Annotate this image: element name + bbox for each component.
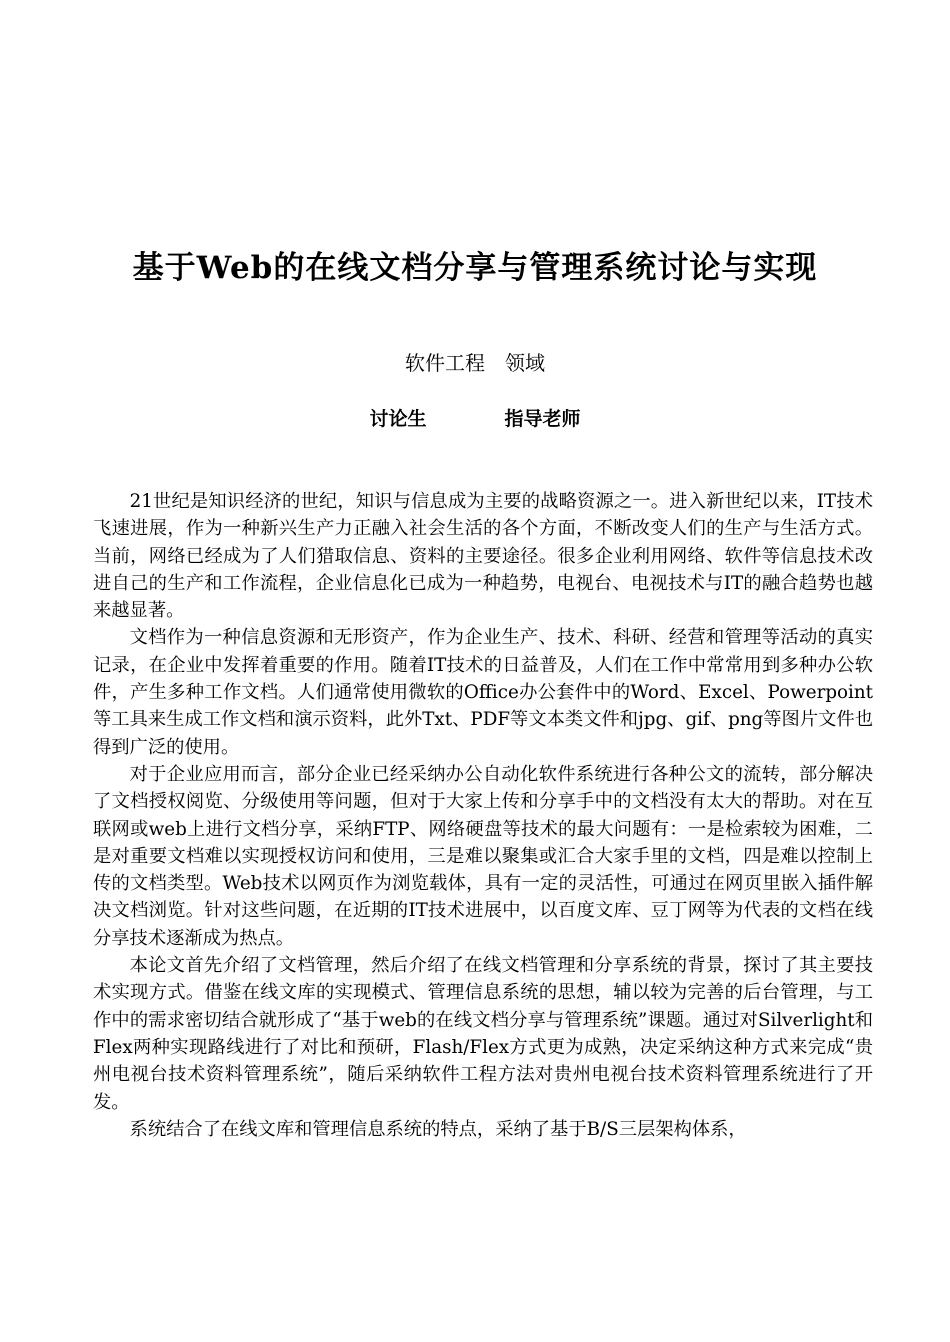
body-paragraph: 文档作为一种信息资源和无形资产，作为企业生产、技术、科研、经营和管理等活动的真实记录，在企业中发挥着重要的作用。随着IT技术的日益普及，人们在工作中常常用到多种办公软件，产生多种工作文档。人们通常使用微软的Office办公套件中的Word、Excel、Powerpoint等工具来生成工作文档和演示资料，此外Txt、PDF等文本类文件和jpg、gif、png等图片文件也得到广泛的使用。 [93, 627, 873, 758]
research-field: 软件工程 领域 [405, 351, 545, 375]
body-paragraph: 系统结合了在线文库和管理信息系统的特点，采纳了基于B/S三层架构体系， [129, 1118, 747, 1140]
author-label: 讨论生 [369, 408, 427, 430]
abstract-body [93, 488, 873, 1143]
body-paragraph: 本论文首先介绍了文档管理，然后介绍了在线文档管理和分享系统的背景，探讨了其主要技术实现方式。借鉴在线文库的实现模式、管理信息系统的思想，辅以较为完善的后台管理，与工作中的需求密切结合就形成了“基于web的在线文档分享与管理系统”课题。通过对Silverlight和Flex两种实现路线进行了对比和预研，Flash/Flex方式更为成熟，决定采纳这种方式来完成“贵州电视台技术资料管理系统”，随后采纳软件工程方法对贵州电视台技术资料管理系统进行了开发。 [93, 955, 873, 1113]
author-line [0, 404, 950, 431]
advisor-label: 指导老师 [504, 408, 581, 430]
body-paragraph: 对于企业应用而言，部分企业已经采纳办公自动化软件系统进行各种公文的流转，部分解决了文档授权阅览、分级使用等问题，但对于大家上传和分享手中的文档没有太大的帮助。对在互联网或web上进行文档分享，采纳FTP、网络硬盘等技术的最大问题有：一是检索较为困难，二是对重要文档难以实现授权访问和使用，三是难以聚集或汇合大家手里的文档，四是难以控制上传的文档类型。Web技术以网页作为浏览载体，具有一定的灵活性，可通过在网页里嵌入插件解决文档浏览。针对这些问题，在近期的IT技术进展中，以百度文库、豆丁网等为代表的文档在线分享技术逐渐成为热点。 [93, 763, 873, 949]
paper-title: 基于Web的在线文档分享与管理系统讨论与实现 [132, 250, 818, 286]
body-paragraph: 21世纪是知识经济的世纪，知识与信息成为主要的战略资源之一。进入新世纪以来，IT技术飞速进展，作为一种新兴生产力正融入社会生活的各个方面，不断改变人们的生产与生活方式。当前，网络已经成为了人们猎取信息、资料的主要途径。很多企业利用网络、软件等信息技术改进自己的生产和工作流程，企业信息化已成为一种趋势，电视台、电视技术与IT的融合趋势也越来越显著。 [93, 491, 873, 622]
